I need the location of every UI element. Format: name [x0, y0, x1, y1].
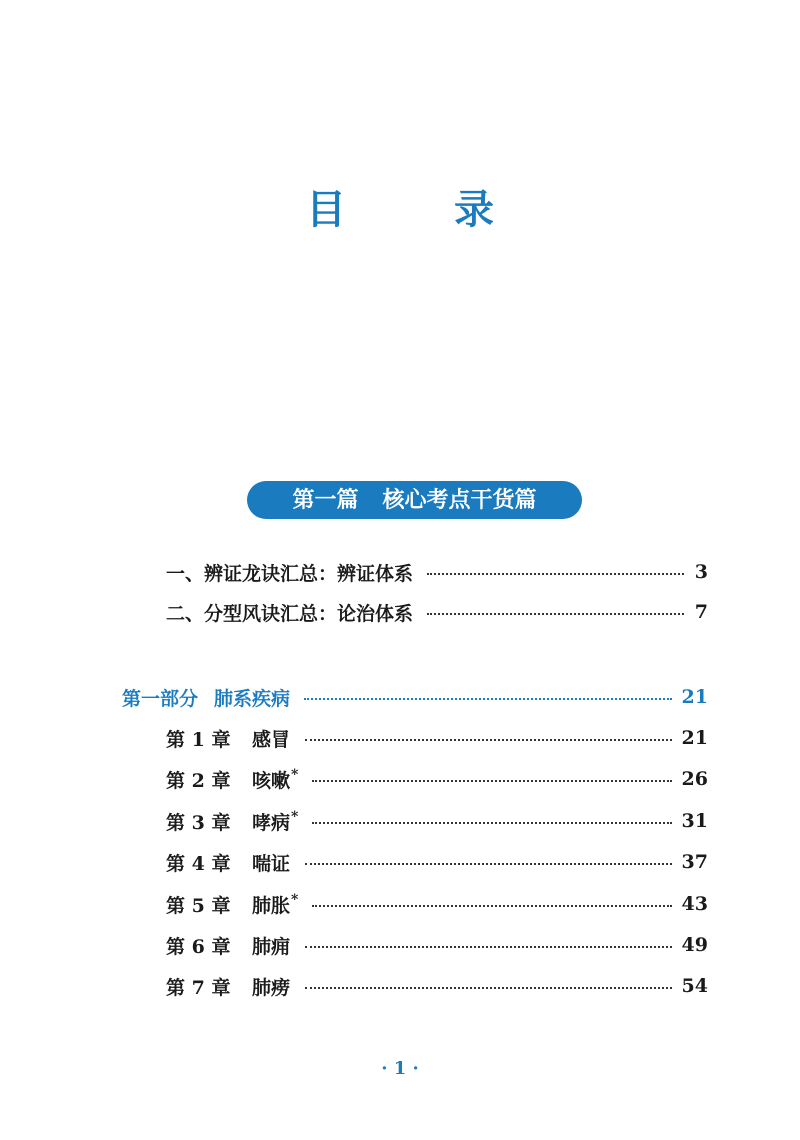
toc-chapter-4[interactable] — [166, 847, 708, 877]
toc-item-label: 一、辨证龙诀汇总：辨证体系 — [166, 562, 414, 585]
page-title: 目 录 — [306, 186, 528, 233]
toc-chapter-title: 喘证 — [252, 852, 291, 875]
toc-leader-dots — [312, 780, 671, 782]
toc-chapter-page: 26 — [681, 768, 708, 790]
toc-chapter-page: 37 — [681, 851, 708, 873]
toc-chapter-7[interactable] — [166, 971, 708, 1001]
toc-chapter-6[interactable] — [166, 930, 708, 960]
toc-leader-dots — [312, 822, 671, 824]
toc-intro-item-2[interactable] — [166, 597, 708, 627]
toc-chapter-5[interactable] — [166, 889, 708, 919]
toc-leader-dots — [427, 573, 684, 575]
section-banner-label-b: 核心考点干货篇 — [382, 487, 537, 513]
toc-chapter-title: 肺胀 — [252, 894, 291, 917]
toc-chapter-number: 第 1 章 — [166, 728, 231, 751]
toc-leader-dots — [305, 946, 672, 948]
toc-chapter-number: 第 7 章 — [166, 976, 231, 999]
toc-chapter-page: 21 — [681, 727, 708, 749]
toc-leader-dots — [305, 863, 672, 865]
toc-leader-dots — [427, 613, 684, 615]
toc-item-label: 二、分型风诀汇总：论治体系 — [166, 602, 414, 625]
toc-intro-item-1[interactable] — [166, 557, 708, 587]
footer-page-number: · 1 · — [381, 1058, 419, 1079]
toc-chapter-page: 31 — [681, 810, 708, 832]
toc-part-number: 第一部分 — [122, 687, 199, 710]
toc-chapter-title: 感冒 — [252, 728, 291, 751]
key-chapter-star: * — [291, 766, 299, 783]
toc-chapter-label — [166, 766, 298, 793]
toc-chapter-label — [166, 849, 291, 876]
key-chapter-star: * — [291, 808, 299, 825]
toc-part-heading[interactable] — [122, 682, 708, 712]
toc-chapter-3[interactable] — [166, 806, 708, 836]
toc-leader-dots — [305, 739, 672, 741]
toc-chapter-number: 第 4 章 — [166, 852, 231, 875]
toc-item-page: 3 — [694, 561, 708, 583]
toc-chapter-number: 第 3 章 — [166, 811, 231, 834]
toc-chapter-title: 咳嗽 — [252, 769, 291, 792]
toc-item-page: 7 — [694, 601, 708, 623]
toc-chapter-label — [166, 932, 291, 959]
section-banner-label-a: 第一篇 — [292, 487, 359, 513]
toc-leader-dots — [305, 987, 672, 989]
toc-chapter-label — [166, 891, 298, 918]
toc-chapter-label — [166, 725, 291, 752]
toc-chapter-number: 第 6 章 — [166, 935, 231, 958]
toc-part-title: 肺系疾病 — [214, 687, 291, 710]
toc-leader-dots — [304, 698, 672, 700]
toc-chapter-label — [166, 973, 291, 1000]
toc-chapter-number: 第 5 章 — [166, 894, 231, 917]
toc-part-page: 21 — [681, 686, 708, 708]
toc-chapter-page: 49 — [681, 934, 708, 956]
toc-part-label — [122, 684, 290, 711]
toc-chapter-title: 肺痨 — [252, 976, 291, 999]
toc-leader-dots — [312, 905, 671, 907]
toc-chapter-page: 54 — [681, 975, 708, 997]
toc-chapter-title: 哮病 — [252, 811, 291, 834]
toc-chapter-2[interactable] — [166, 764, 708, 794]
toc-chapter-label — [166, 808, 298, 835]
toc-chapter-title: 肺痈 — [252, 935, 291, 958]
section-banner — [247, 481, 582, 519]
toc-chapter-1[interactable] — [166, 723, 708, 753]
toc-chapter-number: 第 2 章 — [166, 769, 231, 792]
toc-chapter-page: 43 — [681, 893, 708, 915]
key-chapter-star: * — [291, 891, 299, 908]
